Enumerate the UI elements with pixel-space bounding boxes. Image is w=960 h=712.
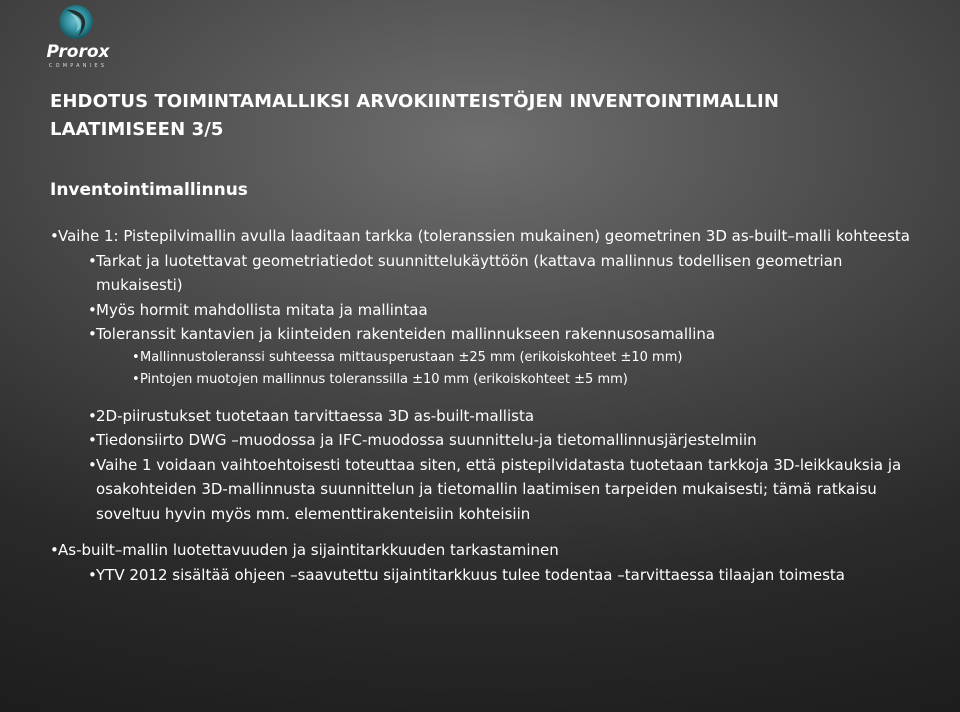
list-item-text: Mallinnustoleranssi suhteessa mittausperustaan ±25 mm (erikoiskohteet ±10 mm) [140, 349, 683, 365]
bullet-icon: • [88, 565, 97, 584]
bullet-icon: • [88, 325, 97, 343]
list-item [88, 563, 930, 588]
list-item [88, 428, 930, 453]
list-item [88, 404, 930, 429]
bullet-icon: • [132, 372, 140, 387]
bullet-icon: • [88, 251, 97, 270]
list-item [132, 347, 930, 370]
slide-title-line1: EHDOTUS TOIMINTAMALLIKSI ARVOKIINTEISTÖJEN INVENTOINTIMALLIN [50, 91, 780, 112]
list-item [88, 298, 930, 323]
list-item-text: Tarkat ja luotettavat geometriatiedot suunnittelukäyttöön (kattava mallinnus todellisen geometrian mukaisesti) [96, 251, 843, 294]
list-item [88, 249, 930, 298]
list-item-text: Vaihe 1 voidaan vaihtoehtoisesti toteuttaa siten, että pistepilvidatasta tuotetaan tarkkoja 3D-leikkauksia ja osakohteiden 3D-mallinnusta suunnittelun ja tietomallin laatimisen tarpeiden mukaisesti; tämä ratkaisu soveltuu hyvin myös mm. elementtirakenteisiin kohteisiin [96, 455, 902, 523]
bullet-icon: • [88, 406, 97, 425]
company-logo [26, 2, 130, 70]
bullet-icon: • [50, 541, 59, 559]
list-item [50, 224, 930, 249]
list-item [132, 369, 930, 392]
list-item-text: Myös hormit mahdollista mitata ja mallintaa [96, 300, 428, 319]
slide-subtitle: Inventointimallinnus [50, 180, 248, 200]
bullet-icon: • [50, 227, 59, 245]
list-item-text: YTV 2012 sisältää ohjeen –saavutettu sijaintitarkkuus tulee todentaa –tarvittaessa tilaajan toimesta [96, 565, 845, 584]
list-item-text: Tiedonsiirto DWG –muodossa ja IFC-muodossa suunnittelu-ja tietomallinnusjärjestelmiin [96, 431, 757, 449]
list-item-text: Pintojen muotojen mallinnus toleranssilla ±10 mm (erikoiskohteet ±5 mm) [140, 372, 628, 387]
list-item [50, 538, 930, 563]
slide-content [50, 88, 930, 587]
list-item-text: Toleranssit kantavien ja kiinteiden rakenteiden mallinnukseen rakennusosamallina [96, 325, 716, 343]
slide-title [50, 88, 930, 144]
list-item [88, 453, 930, 527]
list-item-text: 2D-piirustukset tuotetaan tarvittaessa 3D as-built-mallista [96, 406, 535, 425]
list-item-text: Vaihe 1: Pistepilvimallin avulla laaditaan tarkka (toleranssien mukainen) geometrinen 3D as-built–malli kohteesta [58, 227, 910, 245]
bullet-list [50, 224, 930, 587]
logo-brand-text: Prorox [46, 42, 110, 62]
bullet-icon: • [88, 431, 97, 449]
list-item [88, 322, 930, 347]
logo-sub-text: COMPANIES [48, 63, 108, 69]
bullet-icon: • [88, 455, 97, 474]
bullet-icon: • [132, 349, 140, 365]
slide-title-line2: LAATIMISEEN 3/5 [50, 119, 224, 140]
bullet-icon: • [88, 300, 97, 319]
list-item-text: As-built–mallin luotettavuuden ja sijaintitarkkuuden tarkastaminen [58, 541, 559, 559]
prorox-swirl-logo-icon [26, 2, 130, 70]
